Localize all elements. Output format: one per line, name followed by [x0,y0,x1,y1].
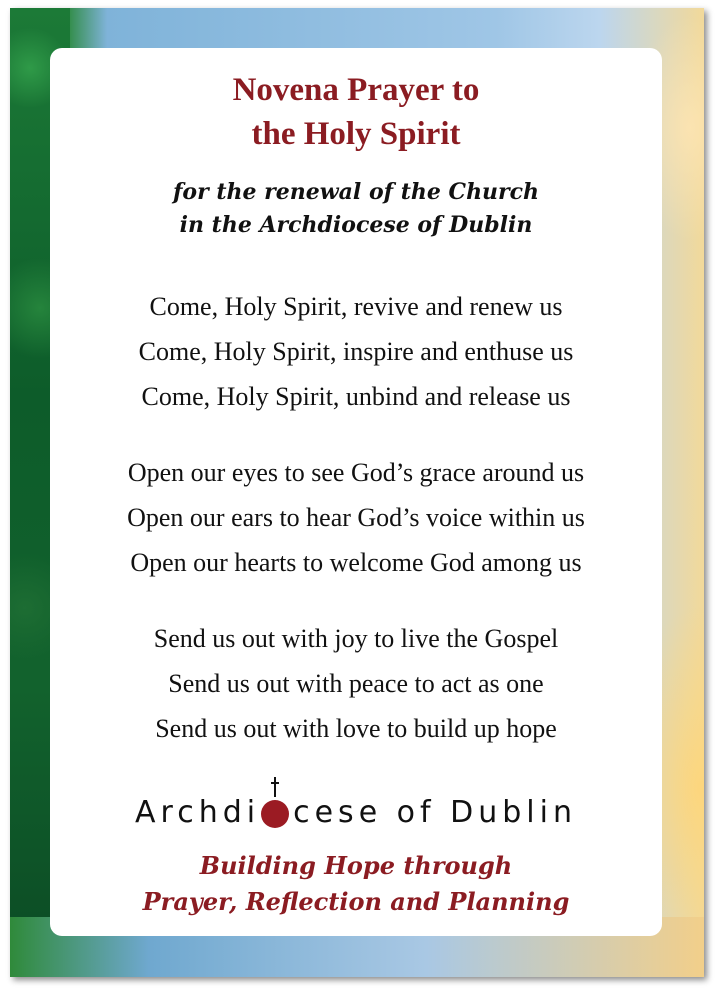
prayer-subtitle-line: in the Archdiocese of Dublin [179,212,533,238]
archdiocese-logo [50,778,662,848]
logo-text-start: Archdi [135,795,261,830]
prayer-line: Come, Holy Spirit, unbind and release us [141,382,571,411]
tagline-line: Building Hope through [199,851,513,880]
tagline [50,848,662,920]
prayer-line: Come, Holy Spirit, revive and renew us [149,292,563,321]
prayer-line: Open our hearts to welcome God among us [130,548,582,577]
prayer-title [50,68,662,156]
archdiocese-logo-wordmark [135,778,577,848]
prayer-stanza-come [50,284,662,419]
church-dome-cross-icon [260,799,290,829]
prayer-line: Open our eyes to see God’s grace around us [127,458,585,487]
prayer-line: Send us out with joy to live the Gospel [153,624,559,653]
logo-text-end: cese of Dublin [293,795,577,830]
tagline-line: Prayer, Reflection and Planning [142,887,570,916]
prayer-stanza-send [50,616,662,751]
prayer-line: Come, Holy Spirit, inspire and enthuse us [138,337,574,366]
prayer-line: Open our ears to hear God’s voice within us [127,503,585,532]
prayer-card-page [10,8,704,977]
prayer-stanza-open [50,450,662,585]
prayer-line: Send us out with peace to act as one [168,669,544,698]
prayer-subtitle-line: for the renewal of the Church [172,179,540,205]
prayer-line: Send us out with love to build up hope [155,714,557,743]
prayer-title-line: the Holy Spirit [251,116,461,152]
prayer-card [50,48,662,936]
prayer-title-line: Novena Prayer to [232,72,480,108]
dome-icon [261,800,289,828]
prayer-subtitle [50,176,662,242]
cross-icon [271,777,279,797]
